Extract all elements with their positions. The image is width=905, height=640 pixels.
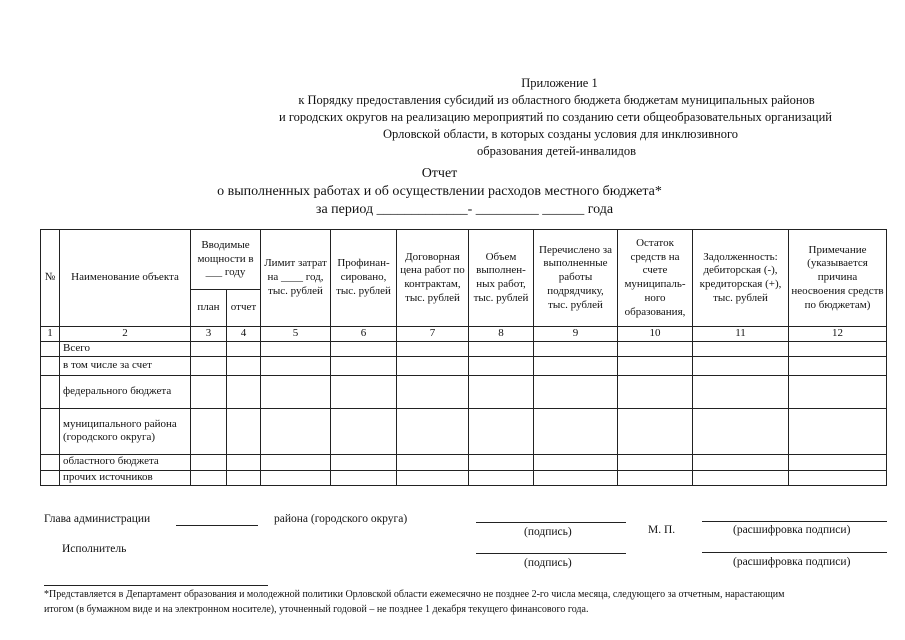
district-label: района (городского округа)	[274, 513, 408, 525]
signature-line-1	[476, 522, 626, 523]
header-no: №	[41, 230, 60, 327]
report-subtitle: о выполненных работах и об осуществлении расходов местного бюджета*	[217, 184, 662, 199]
col-number: 3	[191, 327, 227, 342]
header-financed: Профинан-сировано, тыс. рублей	[331, 230, 397, 327]
col-number: 2	[60, 327, 191, 342]
report-table	[40, 229, 887, 486]
header-object-name: Наименование объекта	[60, 230, 191, 327]
report-period: за период _____________- _________ ______ года	[315, 202, 614, 217]
table-row	[41, 341, 887, 356]
row-label-including: в том числе за счет	[60, 356, 191, 375]
header-transferred: Перечислено за выполненные работы подрядчику, тыс. рублей	[534, 230, 618, 327]
col-number: 12	[789, 327, 887, 342]
col-number: 8	[469, 327, 534, 342]
header-debt: Задолженность: дебиторская (-), кредиторская (+), тыс. рублей	[693, 230, 789, 327]
table-row	[41, 375, 887, 408]
appendix-label: Приложение 1	[521, 76, 598, 90]
header-report: отчет	[227, 290, 261, 327]
header-balance: Остаток средств на счете муниципаль-ного образования,	[618, 230, 693, 327]
header-contract: Договорная цена работ по контрактам, тыс. рублей	[397, 230, 469, 327]
row-label-total: Всего	[60, 341, 191, 356]
table-row	[41, 408, 887, 454]
header-volume: Объем выполнен-ных работ, тыс. рублей	[469, 230, 534, 327]
footnote-line-1: *Представляется в Департамент образования и молодежной политики Орловской области ежемесячно не позднее 2-го числа месяца, следующего за отчетным, нарастающим	[44, 589, 785, 600]
row-label-regional: областного бюджета	[60, 454, 191, 470]
table-row	[41, 356, 887, 375]
footnote-line-2: итогом (в бумажном виде и на электронном носителе), уточненный годовой – не позднее 1 декабря текущего финансового года.	[44, 604, 589, 615]
signature-caption-2: (подпись)	[524, 557, 572, 569]
appendix-line-3: и городских округов на реализацию мероприятий по созданию сети общеобразовательных организаций	[279, 110, 832, 124]
col-number: 1	[41, 327, 60, 342]
column-number-row	[41, 327, 887, 342]
table-row	[41, 470, 887, 485]
report-title: Отчет	[421, 166, 458, 181]
head-label: Глава администрации	[44, 513, 151, 525]
header-note: Примечание (указывается причина неосвоения средств по бюджетам)	[789, 230, 887, 327]
signature-caption-1: (подпись)	[524, 526, 572, 538]
row-label-municipal: муниципального района (городского округа)	[60, 408, 191, 454]
decoding-line-1	[702, 521, 887, 522]
col-number: 9	[534, 327, 618, 342]
col-number: 7	[397, 327, 469, 342]
col-number: 5	[261, 327, 331, 342]
header-plan: план	[191, 290, 227, 327]
row-label-federal: федерального бюджета	[60, 375, 191, 408]
col-number: 10	[618, 327, 693, 342]
col-number: 4	[227, 327, 261, 342]
appendix-line-2: к Порядку предоставления субсидий из областного бюджета бюджетам муниципальных районов	[298, 93, 815, 107]
signature-line-2	[476, 553, 626, 554]
stamp-label: М. П.	[648, 524, 676, 536]
row-label-other: прочих источников	[60, 470, 191, 485]
executor-label: Исполнитель	[62, 543, 127, 555]
col-number: 6	[331, 327, 397, 342]
head-blank-line	[176, 525, 258, 526]
decoding-caption-2: (расшифровка подписи)	[733, 556, 851, 568]
decoding-line-2	[702, 552, 887, 553]
col-number: 11	[693, 327, 789, 342]
header-limit: Лимит затрат на ____ год, тыс. рублей	[261, 230, 331, 327]
appendix-line-4: Орловской области, в которых созданы условия для инклюзивного	[382, 127, 739, 141]
appendix-line-5: образования детей-инвалидов	[476, 144, 637, 158]
table-row	[41, 454, 887, 470]
footnote-divider	[44, 585, 268, 586]
decoding-caption-1: (расшифровка подписи)	[733, 524, 851, 536]
header-capacity: Вводимые мощности в ___ году	[191, 230, 261, 290]
